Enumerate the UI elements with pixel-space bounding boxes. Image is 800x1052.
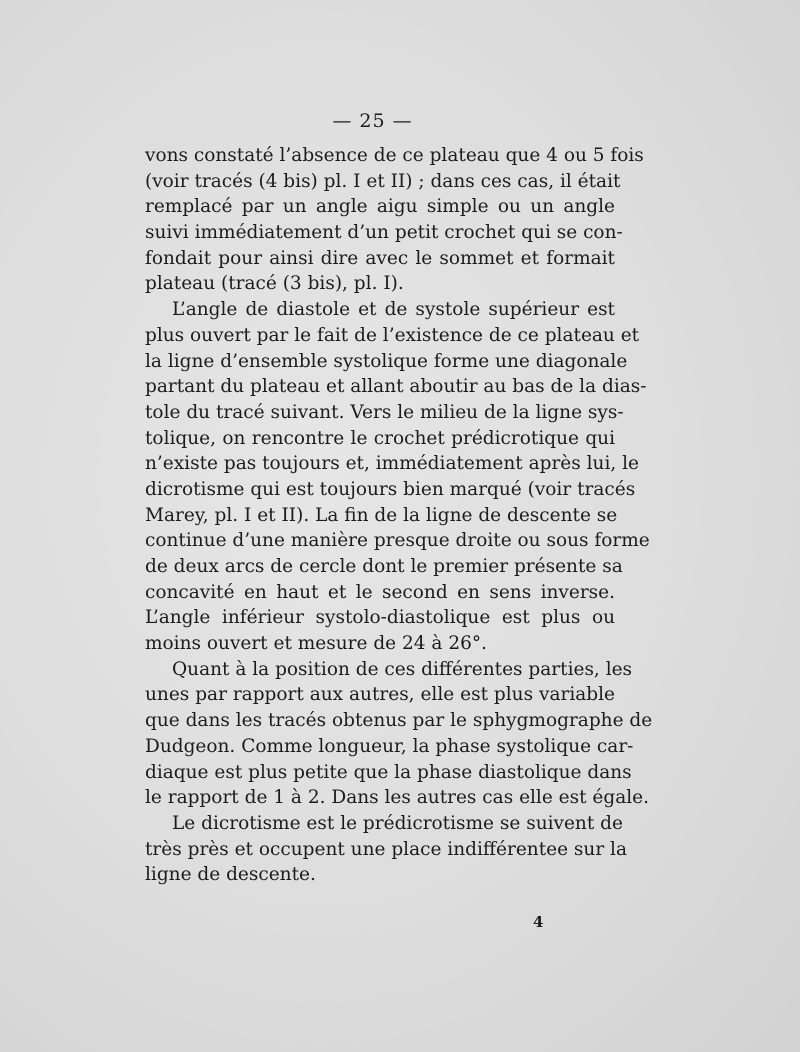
- text-line: tolique, on rencontre le crochet prédicrotique qui: [145, 427, 615, 449]
- paragraph-2: [145, 297, 650, 657]
- text-line: vons constaté l’absence de ce plateau que 4 ou 5 fois: [145, 145, 644, 166]
- text-line: plateau (tracé (3 bis), pl. I).: [145, 273, 404, 295]
- body-text: [145, 143, 653, 888]
- text-line: L’angle inférieur systolo-diastolique est plus ou: [145, 607, 615, 629]
- text-line: concavité en haut et le second en sens inverse.: [145, 581, 615, 603]
- text-line: moins ouvert et mesure de 24 à 26°.: [145, 633, 488, 655]
- text-line: tole du tracé suivant. Vers le milieu de la ligne sys-: [145, 401, 624, 423]
- text-line: diaque est plus petite que la phase diastolique dans: [145, 761, 632, 783]
- paragraph-3: [145, 657, 653, 811]
- text-line: fondait pour ainsi dire avec le sommet et formait: [145, 247, 615, 269]
- text-line: n’existe pas toujours et, immédiatement après lui, le: [145, 453, 639, 475]
- text-line: le rapport de 1 à 2. Dans les autres cas elle est égale.: [145, 787, 649, 809]
- text-line: ligne de descente.: [145, 864, 316, 886]
- signature-mark: 4: [533, 913, 544, 931]
- text-line: suivi immédiatement d’un petit crochet qui se con-: [145, 222, 623, 244]
- text-line: de deux arcs de cercle dont le premier présente sa: [145, 556, 623, 577]
- text-line: plus ouvert par le fait de l’existence de ce plateau et: [145, 324, 640, 346]
- text-line: L’angle de diastole et de systole supérieur est: [172, 299, 615, 321]
- text-line: que dans les tracés obtenus par le sphygmographe de: [145, 710, 653, 732]
- text-line: Dudgeon. Comme longueur, la phase systolique car-: [145, 735, 634, 757]
- paragraph-1: [145, 143, 644, 297]
- text-line: dicrotisme qui est toujours bien marqué (voir tracés: [145, 478, 636, 500]
- text-line: Quant à la position de ces différentes parties, les: [172, 658, 633, 680]
- text-line: Marey, pl. I et II). La fin de la ligne de descente se: [145, 504, 618, 526]
- text-line: très près et occupent une place indifférentee sur la: [145, 838, 627, 860]
- text-line: la ligne d’ensemble systolique forme une diagonale: [145, 350, 628, 372]
- text-line: unes par rapport aux autres, elle est plus variable: [145, 684, 615, 706]
- text-line: partant du plateau et allant aboutir au bas de la dias-: [145, 376, 647, 398]
- text-line: (voir tracés (4 bis) pl. I et II) ; dans ces cas, il était: [145, 170, 621, 192]
- page-number: — 25 —: [332, 110, 413, 132]
- text-line: Le dicrotisme est le prédicrotisme se suivent de: [172, 812, 623, 834]
- text-line: continue d’une manière presque droite ou sous forme: [145, 530, 650, 552]
- text-line: remplacé par un angle aigu simple ou un angle: [145, 196, 615, 218]
- paragraph-4: [145, 811, 627, 888]
